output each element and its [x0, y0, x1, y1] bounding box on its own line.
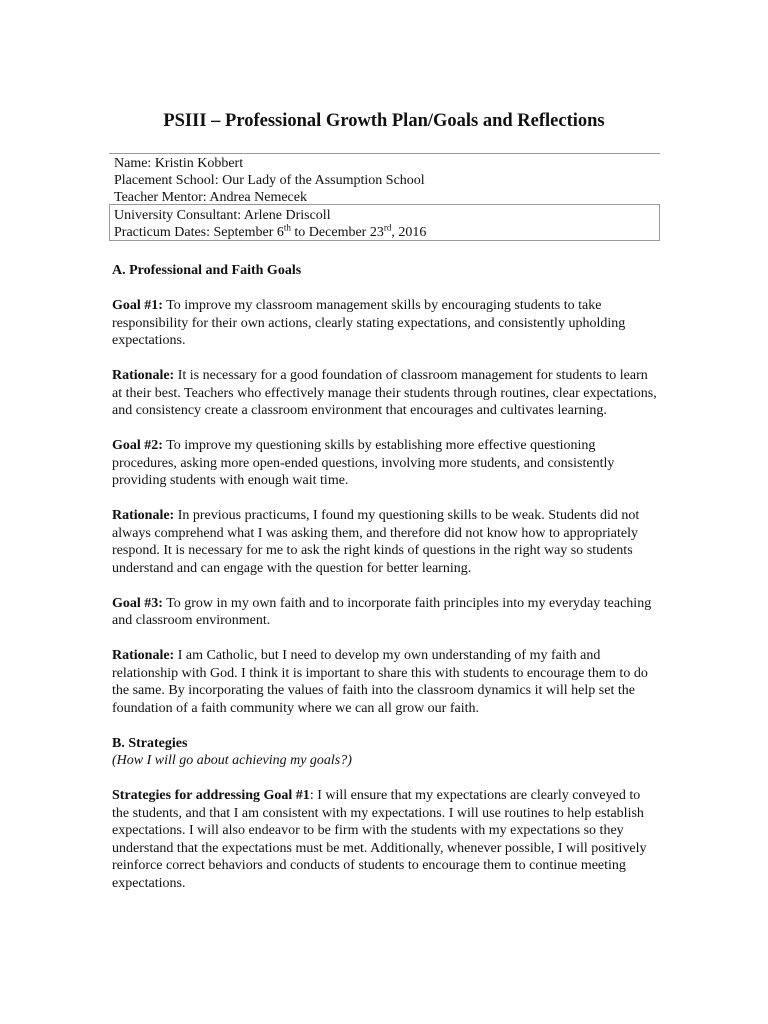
document-body: [112, 262, 660, 910]
info-rule-top: [109, 153, 660, 154]
teacher-mentor: Teacher Mentor: Andrea Nemecek: [114, 190, 307, 206]
section-a-heading: A. Professional and Faith Goals: [112, 263, 302, 278]
practicum-dates: Practicum Dates: September 6th to December 23rd, 2016: [114, 222, 427, 240]
university-consultant: University Consultant: Arlene Driscoll: [114, 207, 331, 223]
goal-1: Goal #1: To improve my classroom management skills by encouraging students to take responsibility for their own actions, clearly stating expectations, and consistently upholding expectations.: [112, 298, 626, 348]
placement-school: Placement School: Our Lady of the Assumption School: [114, 173, 425, 189]
rationale-3: Rationale: I am Catholic, but I need to develop my own understanding of my faith and relationship with God. I think it is important to share this with students to encourage them to do the same. By incorporating the values of faith into the classroom dynamics it will help set the foundation of a faith community where we can all grow our faith.: [112, 648, 648, 716]
info-rule-right: [659, 204, 660, 240]
rationale-2: Rationale: In previous practicums, I found my questioning skills to be weak. Students did not always comprehend what I was asking them, and therefore did not know how to appropriately respond. It is necessary for me to ask the right kinds of questions in the right way so students understand and can engage with the question for better learning.: [112, 508, 640, 576]
section-b-subheading: (How I will go about achieving my goals?): [112, 753, 352, 768]
section-b-heading: B. Strategies: [112, 735, 188, 751]
goal-3: Goal #3: To grow in my own faith and to incorporate faith principles into my everyday teaching and classroom environment.: [112, 595, 652, 628]
goal-2: Goal #2: To improve my questioning skills by establishing more effective questioning procedures, asking more open-ended questions, involving more students, and consistently providing students with enough wait time.: [112, 438, 615, 488]
info-rule-left: [109, 204, 110, 240]
rationale-1: Rationale: It is necessary for a good foundation of classroom management for students to learn at their best. Teachers who effectively manage their students through routines, clear expectations, and consistency create a classroom environment that encourages and cultivates learning.: [112, 368, 657, 418]
info-lines: [114, 155, 426, 241]
student-info-box: [109, 153, 659, 239]
strategy-goal-1: Strategies for addressing Goal #1: I will ensure that my expectations are clearly conveyed to the students, and that I am consistent with my expectations. I will use routines to help establish expectations. I will also endeavor to be firm with the students with my expectations so they understand that the expectations must be met. Additionally, whenever possible, I will positively reinforce correct behaviors and conducts of students to encourage them to continue meeting expectations.: [112, 788, 647, 891]
student-name: Name: Kristin Kobbert: [114, 156, 244, 171]
document-title: PSIII – Professional Growth Plan/Goals and Reflections: [163, 111, 605, 131]
